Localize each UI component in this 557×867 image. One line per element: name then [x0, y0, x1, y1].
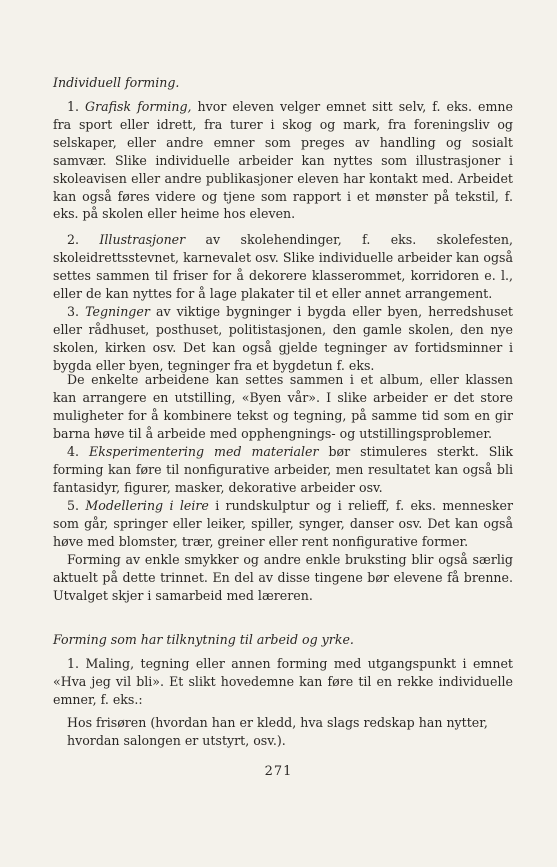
paragraph-text: De enkelte arbeidene kan settes sammen i et album, eller klassen kan arrangere en utstilling, «Byen vår». I slike arbeider er det store muligheter for å kombinere tekst og tegning, på samme tid som en gir barna høve til å arbeide med opphengnings- og utstillingsproblemer. — [53, 372, 513, 441]
item-text: i rundskulptur og i relieff, f. eks. mennesker som går, springer eller leiker, spiller, synger, danser osv. Det kan også høve med blomster, trær, greiner eller rent nonfigurative former. — [53, 498, 513, 549]
paragraph-item-3 — [53, 303, 513, 375]
item-title: Illustrasjoner — [99, 232, 186, 247]
section-heading-arbeid-og-yrke: Forming som har tilknytning til arbeid og yrke. — [53, 632, 354, 647]
item-number: 1. — [67, 99, 80, 114]
item-text: hvor eleven velger emnet sitt selv, f. eks. emne fra sport eller idrett, fra turer i skog og mark, fra foreningsliv og selskaper, eller andre emner som preges av handling og sosialt samvær. Slike individuelle arbeider kan nyttes som illustrasjoner i skoleavisen eller andre publikasjoner eleven har kontakt med. Arbeidet kan også føres videre og tjene som rapport i et mønster på tekstil, f. eks. på skolen eller heime hos eleven. — [53, 99, 513, 222]
paragraph-album — [53, 371, 513, 443]
item-text: Maling, tegning eller annen forming med utgangspunkt i emnet «Hva jeg vil bli». Et slikt hovedemne kan føre til en rekke individuelle emner, f. eks.: — [53, 656, 513, 707]
item-title: Grafisk forming, — [85, 99, 192, 114]
section-heading-individuell-forming: Individuell forming. — [53, 75, 180, 90]
item-title: Modellering i leire — [85, 498, 209, 513]
item-text: av viktige bygninger i bygda eller byen, herredshuset eller rådhuset, posthuset, politistasjonen, den gamle skolen, den nye skolen, kirken osv. Det kan også gjelde tegninger av fortidsminner i bygda eller byen, tegninger fra et bygdetun f. eks. — [53, 304, 513, 373]
item-number: 3. — [67, 304, 80, 319]
paragraph-item-5 — [53, 497, 513, 551]
item-number: 4. — [67, 444, 80, 459]
indented-example: Hos frisøren (hvordan han er kledd, hva slags redskap han nytter, hvordan salongen er utstyrt, osv.). — [67, 715, 488, 748]
paragraph-smykker — [53, 551, 513, 605]
item-title: Eksperimentering med materialer — [89, 444, 319, 459]
item-text: av skolehendinger, f. eks. skolefesten, skoleidrettsstevnet, karnevalet osv. Slike individuelle arbeider kan også settes sammen til friser for å dekorere klasserommet, korridoren e. l., eller de kan nyttes for å lage plakater til et eller annet arrangement. — [53, 232, 513, 301]
item-number: 1. — [67, 656, 80, 671]
paragraph-item-2 — [53, 231, 513, 303]
paragraph-item-1 — [53, 98, 513, 223]
paragraph-text: Forming av enkle smykker og andre enkle bruksting blir også særlig aktuelt på dette trinnet. En del av disse tingene bør elevene få brenne. Utvalget skjer i samarbeid med læreren. — [53, 552, 513, 603]
item-number: 5. — [67, 498, 80, 513]
item-title: Tegninger — [85, 304, 150, 319]
item-text: bør stimuleres sterkt. Slik forming kan føre til nonfigurative arbeider, men resultatet kan også bli fantasidyr, figurer, masker, dekorative arbeider osv. — [53, 444, 514, 495]
paragraph-section2-item-1 — [53, 655, 513, 709]
paragraph-item-4 — [53, 443, 513, 497]
item-number: 2. — [67, 232, 80, 247]
page-number: 271 — [264, 764, 293, 779]
